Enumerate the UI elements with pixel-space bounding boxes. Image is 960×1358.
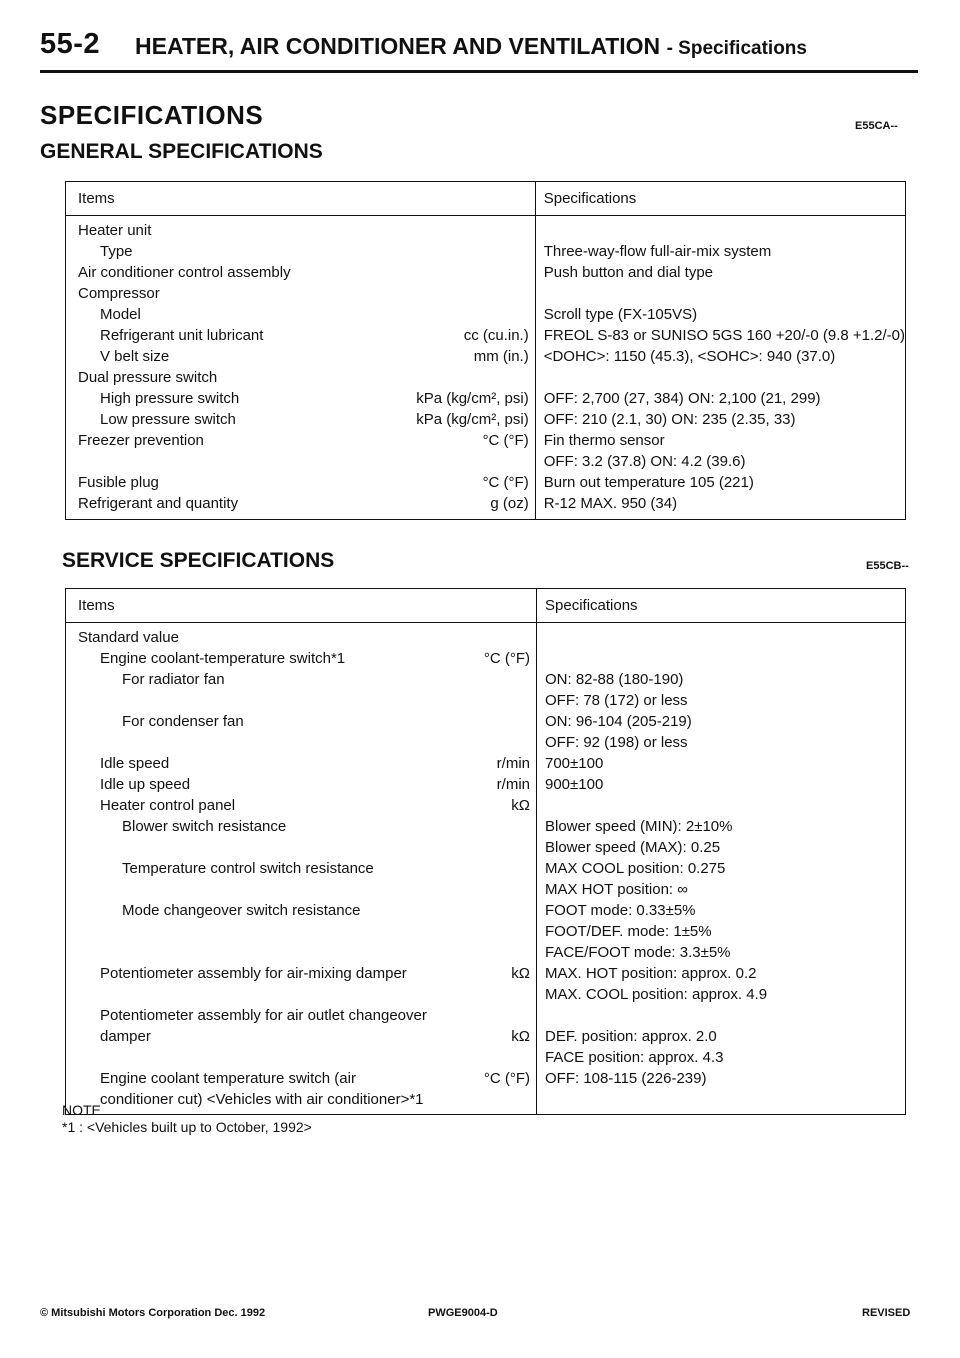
table-row — [78, 221, 535, 242]
col-header-specs: Specifications — [537, 589, 906, 623]
row-spec-value: MAX. HOT position: approx. 0.2 — [545, 965, 757, 982]
row-spec-value: FOOT mode: 0.33±5% — [545, 902, 696, 919]
row-unit — [530, 691, 536, 712]
row-spec-value: MAX. COOL position: approx. 4.9 — [545, 986, 768, 1003]
row-unit — [530, 922, 536, 943]
row-spec-value: Fin thermo sensor — [543, 432, 665, 449]
col-header-items: Items — [66, 589, 537, 623]
table-row — [78, 733, 536, 754]
row-spec-value: Blower speed (MIN): 2±10% — [545, 818, 733, 835]
note — [62, 1102, 312, 1136]
row-unit — [529, 305, 535, 326]
table-row — [78, 368, 535, 389]
row-unit — [529, 284, 535, 305]
table-row — [78, 901, 536, 922]
table-row — [78, 712, 536, 733]
row-unit: °C (°F) — [482, 474, 529, 491]
row-spec-value: OFF: 3.2 (37.8) ON: 4.2 (39.6) — [543, 453, 746, 470]
row-spec-value: 700±100 — [545, 755, 604, 772]
row-item-label: V belt size — [100, 348, 170, 365]
note-text: *1 : <Vehicles built up to October, 1992> — [62, 1119, 312, 1135]
row-item-label: Temperature control switch resistance — [122, 860, 374, 877]
row-item-label: Low pressure switch — [100, 411, 236, 428]
row-unit — [530, 1048, 536, 1069]
table-row — [78, 691, 536, 712]
row-item-label: conditioner cut) <Vehicles with air conditioner>*1 — [100, 1091, 424, 1108]
table-row — [78, 754, 536, 775]
row-item-label: Potentiometer assembly for air-mixing damper — [100, 965, 407, 982]
row-unit: r/min — [496, 755, 530, 772]
row-item-label: Dual pressure switch — [78, 369, 218, 386]
table-row — [78, 628, 536, 649]
table-row — [78, 649, 536, 670]
table-row — [78, 389, 535, 410]
row-item-label: Compressor — [78, 285, 160, 302]
row-spec-value: DEF. position: approx. 2.0 — [545, 1028, 717, 1045]
table-row — [78, 985, 536, 1006]
row-unit: cc (cu.in.) — [463, 327, 529, 344]
footer-doc-id: PWGE9004-D — [428, 1307, 498, 1319]
row-spec-value — [545, 649, 905, 670]
row-spec-value — [544, 221, 905, 242]
table-row — [78, 263, 535, 284]
row-item-label: For condenser fan — [122, 713, 244, 730]
footer-copyright: © Mitsubishi Motors Corporation Dec. 1992 — [40, 1307, 266, 1319]
table-row — [78, 284, 535, 305]
table-row — [78, 326, 535, 347]
general-spec-title: GENERAL SPECIFICATIONS — [40, 140, 323, 163]
table-row — [78, 1006, 536, 1027]
table-row — [78, 410, 535, 431]
row-unit: mm (in.) — [473, 348, 529, 365]
table-row — [78, 494, 535, 515]
row-unit — [530, 943, 536, 964]
row-spec-value: FACE position: approx. 4.3 — [545, 1049, 724, 1066]
row-unit — [529, 368, 535, 389]
table-row — [78, 452, 535, 473]
service-code: E55CB-- — [866, 560, 909, 572]
row-spec-value: ON: 82-88 (180-190) — [545, 671, 684, 688]
table-header-row — [66, 182, 906, 216]
row-unit — [529, 263, 535, 284]
row-unit — [530, 1006, 536, 1027]
row-spec-value — [545, 1090, 905, 1111]
row-unit — [530, 859, 536, 880]
table-row — [78, 305, 535, 326]
table-row — [78, 943, 536, 964]
table-row — [78, 922, 536, 943]
row-spec-value: 900±100 — [545, 776, 604, 793]
row-spec-value: FACE/FOOT mode: 3.3±5% — [545, 944, 731, 961]
col-header-specs: Specifications — [535, 182, 905, 216]
row-spec-value: OFF: 2,700 (27, 384) ON: 2,100 (21, 299) — [543, 390, 821, 407]
row-spec-value: Scroll type (FX-105VS) — [543, 306, 698, 323]
row-unit — [530, 733, 536, 754]
row-item-label: Heater unit — [78, 222, 152, 239]
row-spec-value — [545, 1006, 905, 1027]
row-unit — [530, 817, 536, 838]
row-item-label: For radiator fan — [122, 671, 225, 688]
row-unit: °C (°F) — [483, 650, 530, 667]
row-spec-value: Burn out temperature 105 (221) — [543, 474, 754, 491]
row-item-label: Engine coolant-temperature switch*1 — [100, 650, 346, 667]
row-spec-value: MAX HOT position: ∞ — [545, 881, 688, 898]
col-header-items: Items — [66, 182, 536, 216]
row-item-label: Type — [100, 243, 133, 260]
header-rule — [40, 70, 918, 73]
table-row — [78, 431, 535, 452]
service-spec-title: SERVICE SPECIFICATIONS — [62, 549, 335, 572]
section-title — [135, 33, 807, 60]
row-unit — [530, 628, 536, 649]
table-row — [78, 1048, 536, 1069]
table-row — [78, 473, 535, 494]
row-unit — [530, 712, 536, 733]
row-unit: kPa (kg/cm², psi) — [416, 390, 529, 407]
table-row — [78, 838, 536, 859]
row-spec-value: OFF: 108-115 (226-239) — [545, 1070, 707, 1087]
table-row — [78, 817, 536, 838]
table-row — [78, 880, 536, 901]
row-unit — [530, 901, 536, 922]
row-spec-value: OFF: 78 (172) or less — [545, 692, 688, 709]
row-item-label: Air conditioner control assembly — [78, 264, 291, 281]
row-item-label: damper — [100, 1028, 151, 1045]
service-items-column — [66, 623, 537, 1115]
table-row — [78, 964, 536, 985]
general-spec-table — [65, 181, 906, 520]
row-item-label: Idle speed — [100, 755, 170, 772]
row-unit: kΩ — [511, 965, 530, 982]
row-unit: kΩ — [511, 797, 530, 814]
row-item-label: Refrigerant and quantity — [78, 495, 239, 512]
note-label: NOTE — [62, 1102, 101, 1118]
row-item-label: Fusible plug — [78, 474, 159, 491]
table-row — [78, 670, 536, 691]
row-spec-value: MAX COOL position: 0.275 — [545, 860, 726, 877]
row-spec-value — [545, 628, 905, 649]
service-spec-table — [65, 588, 906, 1115]
row-unit — [529, 221, 535, 242]
row-item-label: Potentiometer assembly for air outlet changeover — [100, 1007, 427, 1024]
row-item-label: High pressure switch — [100, 390, 240, 407]
row-item-label: Mode changeover switch resistance — [122, 902, 361, 919]
row-spec-value: OFF: 210 (2.1, 30) ON: 235 (2.35, 33) — [543, 411, 796, 428]
table-row — [78, 347, 535, 368]
row-unit: g (oz) — [490, 495, 529, 512]
row-unit: kPa (kg/cm², psi) — [416, 411, 529, 428]
row-unit: r/min — [496, 776, 530, 793]
row-spec-value — [544, 284, 905, 305]
row-unit: °C (°F) — [482, 432, 529, 449]
row-spec-value: OFF: 92 (198) or less — [545, 734, 688, 751]
row-unit — [529, 452, 535, 473]
page-number: 55-2 — [40, 28, 101, 60]
row-unit — [530, 670, 536, 691]
row-unit — [530, 985, 536, 1006]
row-spec-value — [544, 368, 905, 389]
row-spec-value: Blower speed (MAX): 0.25 — [545, 839, 721, 856]
row-unit: °C (°F) — [483, 1070, 530, 1087]
main-code: E55CA-- — [855, 120, 898, 132]
table-header-row — [66, 589, 906, 623]
row-item-label: Heater control panel — [100, 797, 236, 814]
row-item-label: Idle up speed — [100, 776, 191, 793]
section-title-suffix: - Specifications — [666, 38, 807, 59]
row-spec-value: ON: 96-104 (205-219) — [545, 713, 692, 730]
table-row — [78, 859, 536, 880]
row-unit — [530, 1090, 536, 1111]
row-unit — [530, 880, 536, 901]
general-items-column — [66, 216, 536, 520]
row-spec-value: FREOL S-83 or SUNISO 5GS 160 +20/-0 (9.8 +1.2/-0) — [543, 327, 905, 344]
row-item-label: Refrigerant unit lubricant — [100, 327, 264, 344]
general-specs-column — [535, 216, 905, 520]
row-spec-value: Push button and dial type — [543, 264, 714, 281]
footer-status: REVISED — [862, 1307, 911, 1319]
row-unit: kΩ — [511, 1028, 530, 1045]
row-item-label: Standard value — [78, 629, 179, 646]
service-specs-column — [537, 623, 906, 1115]
main-title: SPECIFICATIONS — [40, 100, 264, 130]
table-row — [78, 1027, 536, 1048]
row-item-label: Model — [100, 306, 141, 323]
row-item-label: Blower switch resistance — [122, 818, 287, 835]
row-item-label: Engine coolant temperature switch (air — [100, 1070, 356, 1087]
row-unit — [530, 838, 536, 859]
section-title-main: HEATER, AIR CONDITIONER AND VENTILATION — [135, 33, 661, 59]
table-row — [78, 1069, 536, 1090]
row-unit — [529, 242, 535, 263]
row-item-label: Freezer prevention — [78, 432, 204, 449]
row-spec-value — [545, 796, 905, 817]
table-row — [78, 242, 535, 263]
row-spec-value: R-12 MAX. 950 (34) — [543, 495, 678, 512]
table-row — [78, 796, 536, 817]
row-spec-value: FOOT/DEF. mode: 1±5% — [545, 923, 712, 940]
table-row — [78, 775, 536, 796]
row-spec-value: Three-way-flow full-air-mix system — [543, 243, 772, 260]
row-spec-value: <DOHC>: 1150 (45.3), <SOHC>: 940 (37.0) — [543, 348, 836, 365]
